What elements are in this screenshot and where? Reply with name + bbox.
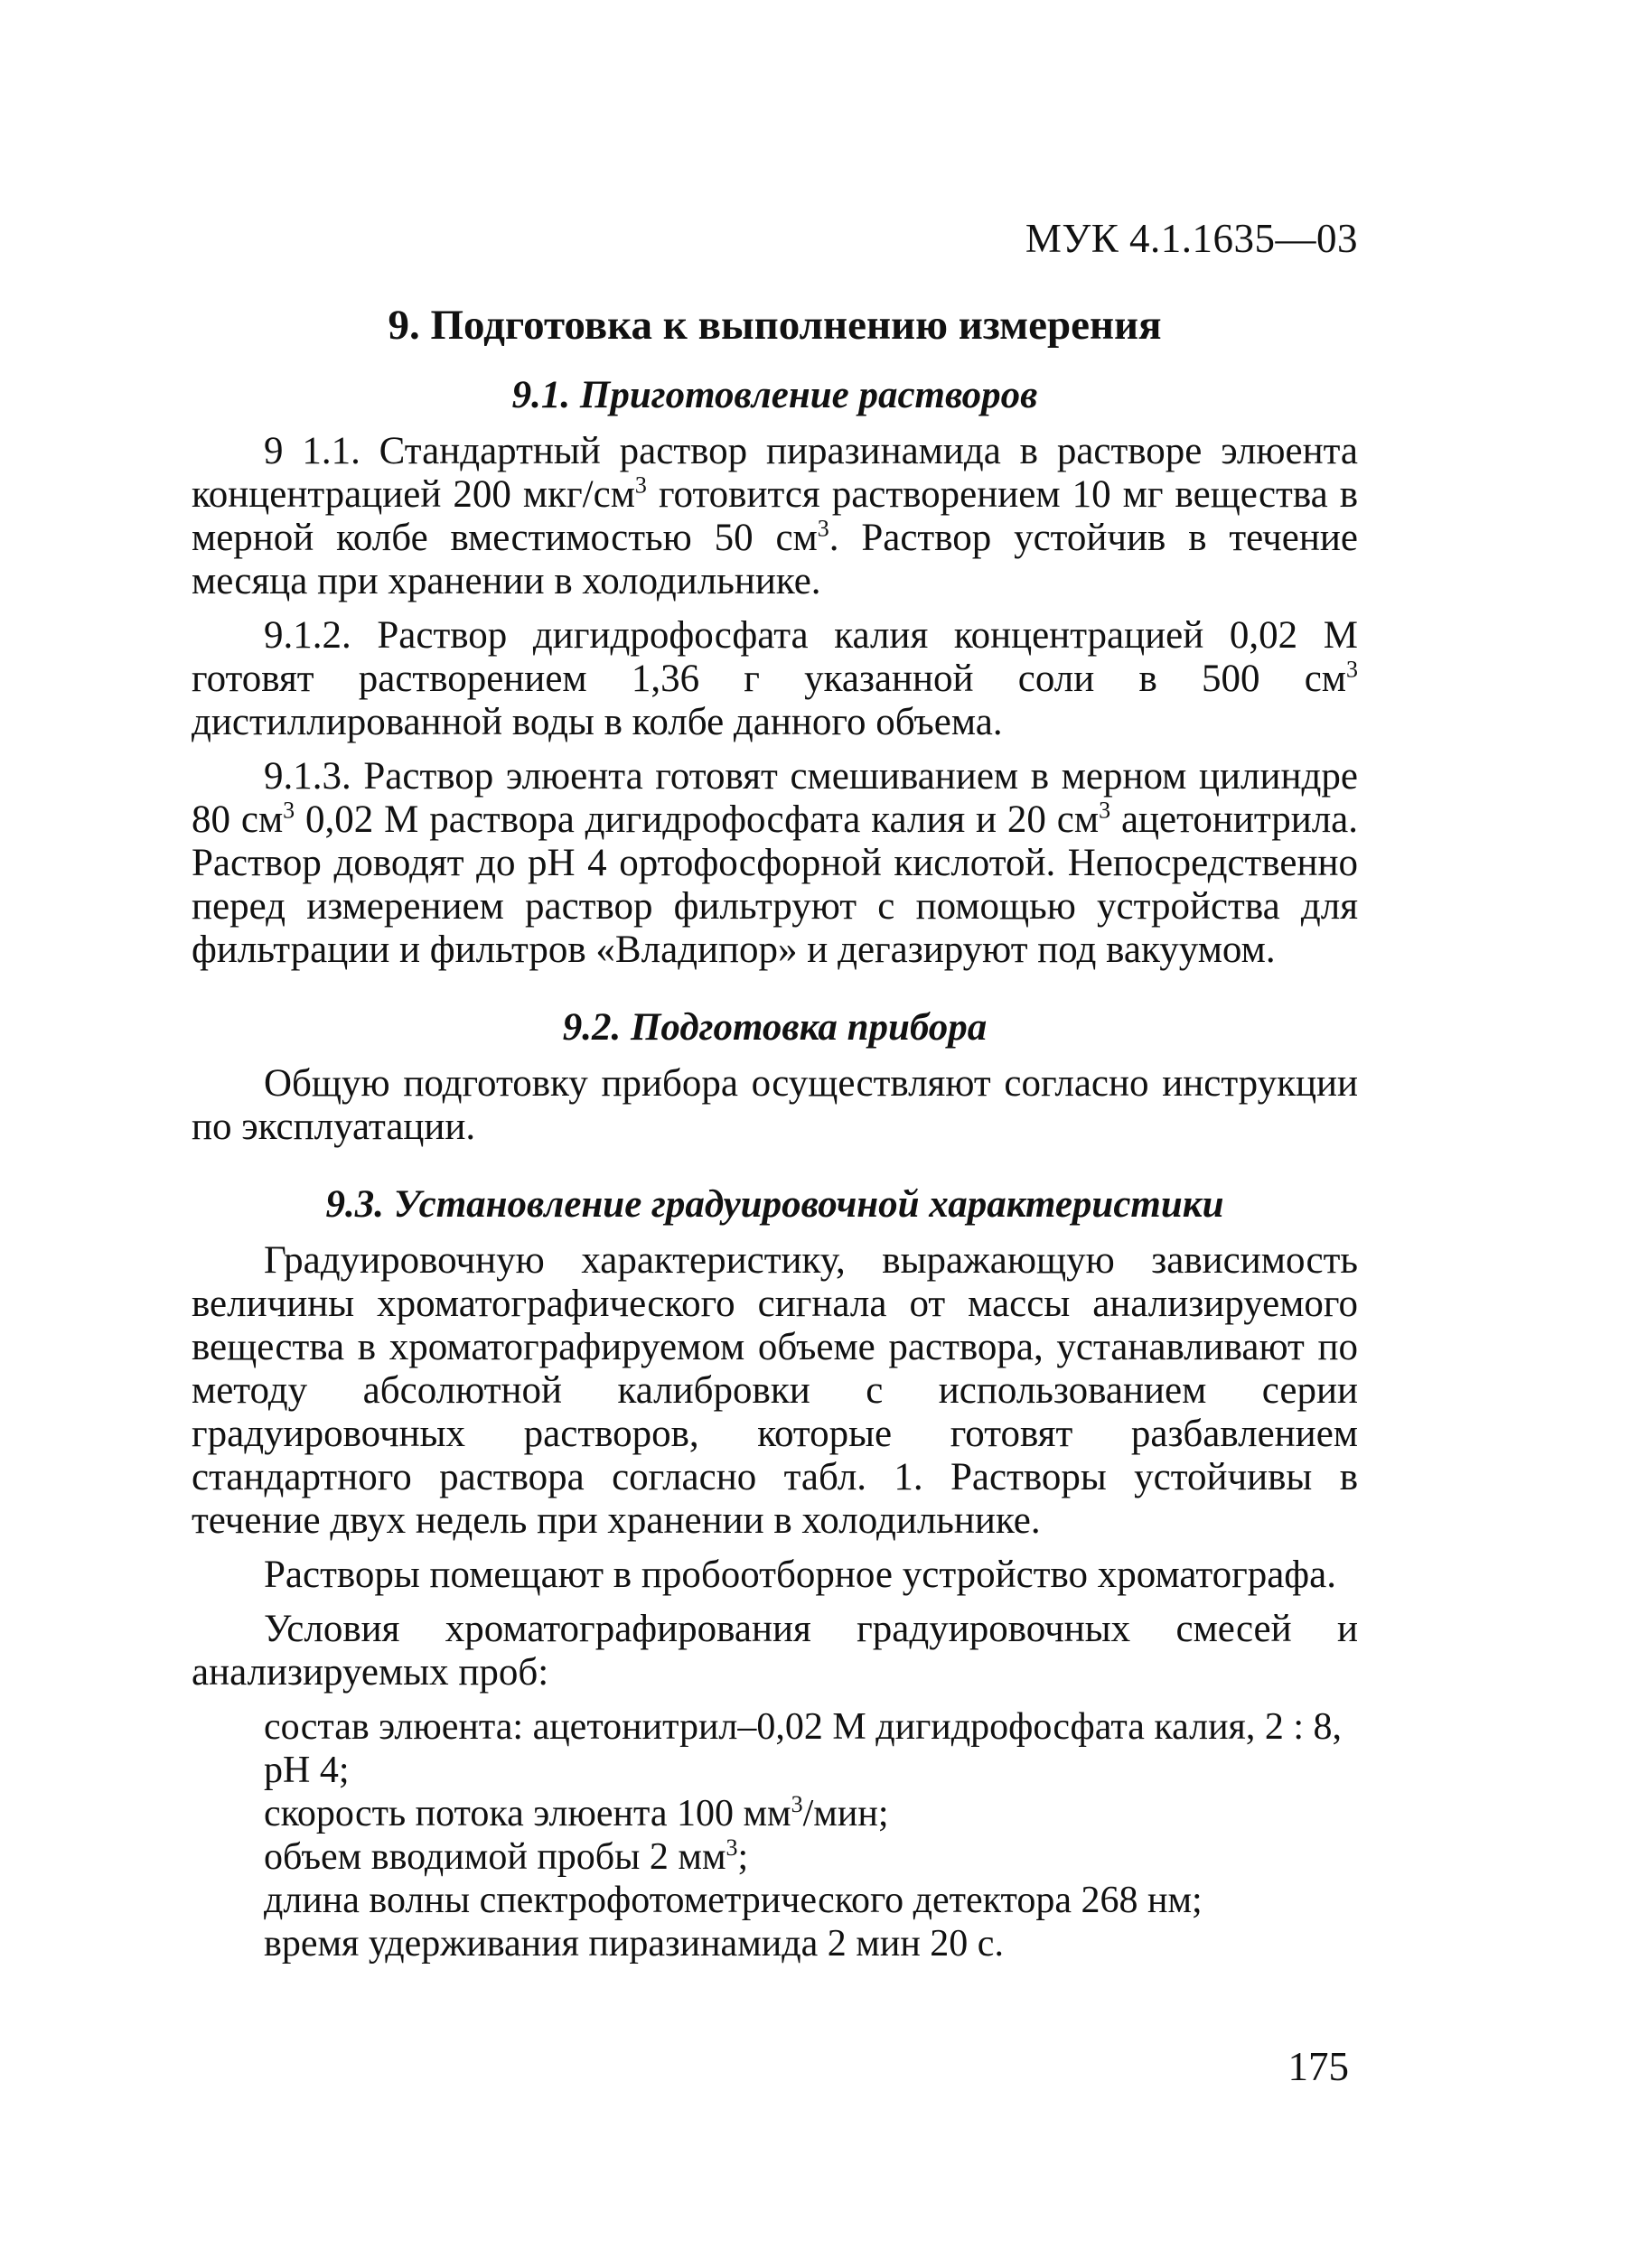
subsection-title-9-1: 9.1. Приготовление растворов bbox=[511, 374, 1038, 416]
paragraph-9-3-b: Растворы помещают в пробоотборное устройство хроматографа. bbox=[264, 1554, 1336, 1596]
subsection-title-9-3: 9.3. Установление градуировочной характеристики bbox=[325, 1183, 1224, 1226]
page-number: 175 bbox=[1287, 2044, 1349, 2089]
condition-eluent: состав элюента: ацетонитрил–0,02 М дигидрофосфата калия, 2 : 8, pH 4; bbox=[264, 1706, 1343, 1791]
paragraph-9-1-1 bbox=[192, 430, 1358, 603]
superscript: 3 bbox=[726, 1834, 738, 1861]
paragraph-text: 9.1.2. Раствор дигидрофосфата калия концентрацией 0,02 М готовят растворением 1,36 г указанной соли в 500 см bbox=[192, 614, 1358, 700]
subsection-title-9-2: 9.2. Подготовка прибора bbox=[562, 1006, 988, 1049]
paragraph-9-1-3 bbox=[192, 755, 1358, 972]
document-code: МУК 4.1.1635—03 bbox=[1025, 216, 1358, 261]
condition-flow-rate bbox=[192, 1792, 1358, 1835]
condition-text: объем вводимой пробы 2 мм bbox=[264, 1836, 726, 1878]
paragraph-9-1-2 bbox=[192, 614, 1358, 744]
condition-retention-time: время удерживания пиразинамида 2 мин 20 с. bbox=[264, 1923, 1004, 1965]
paragraph-text: . Раствор устойчив в течение месяца при хранении в холодильнике. bbox=[192, 517, 1358, 602]
paragraph-9-3-a: Градуировочную характеристику, выражающую зависимость величины хроматографического сигнала от массы анализируемого вещества в хроматографируемом объеме раствора, устанавливают по методу абсолютной калибровки с использованием серии градуировочных растворов, которые готовят разбавлением стандартного раствора согласно табл. 1. Растворы устойчивы в течение двух недель при хранении в холодильнике. bbox=[192, 1239, 1358, 1542]
condition-text: ; bbox=[737, 1836, 749, 1878]
paragraph-9-3-c: Условия хроматографирования градуировочных смесей и анализируемых проб: bbox=[192, 1608, 1358, 1694]
section-title: 9. Подготовка к выполнению измерения bbox=[388, 302, 1162, 349]
condition-text: скорость потока элюента 100 мм bbox=[264, 1793, 791, 1834]
condition-injection-volume bbox=[192, 1835, 1358, 1879]
paragraph-text: 9 1.1. Стандартный раствор пиразинамида в растворе элюента концентрацией 200 мкг/см bbox=[192, 430, 1358, 516]
superscript: 3 bbox=[1099, 797, 1111, 824]
paragraph-text: 0,02 М раствора дигидрофосфата калия и 20 см bbox=[295, 798, 1100, 841]
superscript: 3 bbox=[1346, 656, 1358, 683]
superscript: 3 bbox=[283, 797, 295, 824]
conditions-list bbox=[192, 1705, 1358, 1965]
paragraph-text: готовится растворением 10 мг вещества в мерной колбе вместимостью 50 см bbox=[192, 473, 1358, 559]
condition-wavelength: длина волны спектрофотометрического детектора 268 нм; bbox=[264, 1880, 1203, 1921]
condition-text: /мин; bbox=[802, 1793, 889, 1834]
superscript: 3 bbox=[817, 515, 829, 542]
superscript: 3 bbox=[791, 1791, 803, 1817]
superscript: 3 bbox=[634, 471, 647, 499]
paragraph-text: ацетонитрила. Раствор доводят до pH 4 ортофосфорной кислотой. Непосредственно перед измерением раствор фильтруют с помощью устройства для фильтрации и фильтров «Владипор» и дегазируют под вакуумом. bbox=[192, 798, 1359, 971]
paragraph-text: дистиллированной воды в колбе данного объема. bbox=[192, 701, 1003, 743]
paragraph-text: 9.1.3. Раствор элюента готовят смешиванием в мерном цилиндре 80 см bbox=[192, 755, 1358, 841]
paragraph-9-2: Общую подготовку прибора осуществляют согласно инструкции по эксплуатации. bbox=[192, 1062, 1358, 1148]
page-content bbox=[192, 298, 1358, 1965]
